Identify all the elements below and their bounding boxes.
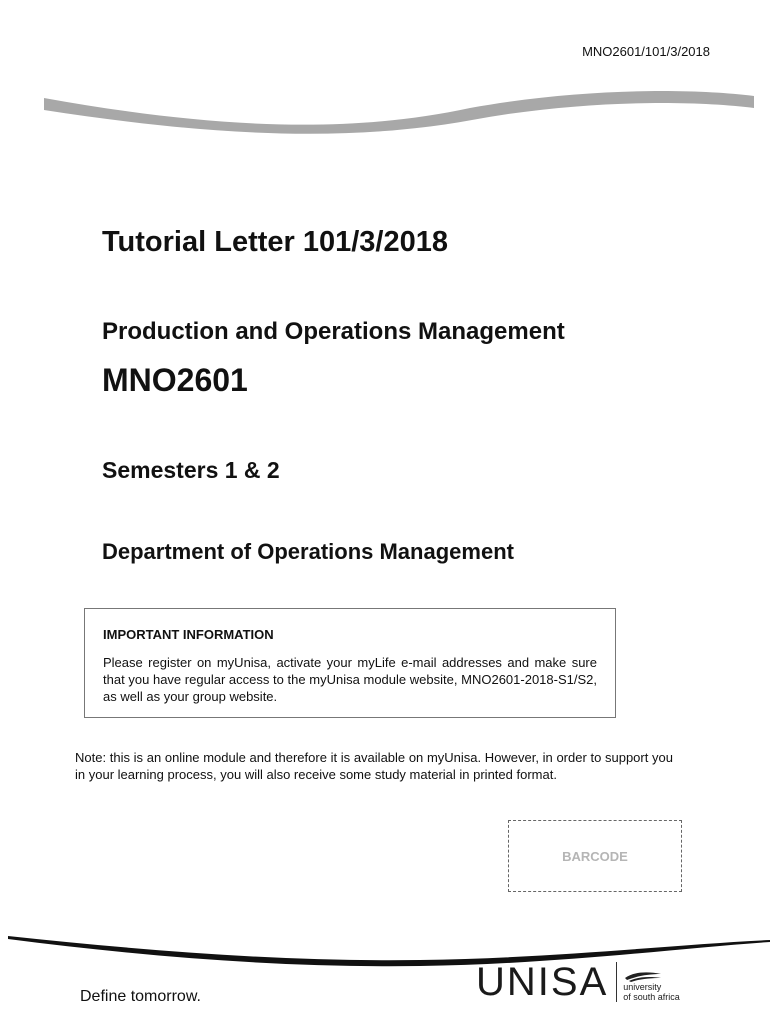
logo-line-south-africa: of south africa xyxy=(623,992,680,1002)
tutorial-letter-title: Tutorial Letter 101/3/2018 xyxy=(102,226,449,258)
online-module-note: Note: this is an online module and therefore it is available on myUnisa. However, in order to support you in your learning process, you will also receive some study material in printed format. xyxy=(75,750,673,782)
top-swoosh-graphic xyxy=(0,82,770,142)
document-reference: MNO2601/101/3/2018 xyxy=(582,44,710,59)
barcode-placeholder xyxy=(508,820,682,892)
module-code: MNO2601 xyxy=(102,362,248,398)
unisa-logo-wordmark: UNISA xyxy=(476,960,609,1004)
important-information-box xyxy=(84,608,616,718)
logo-subtext xyxy=(623,962,680,1002)
logo-divider xyxy=(616,962,617,1002)
semesters-label: Semesters 1 & 2 xyxy=(102,457,280,483)
module-subject: Production and Operations Management xyxy=(102,318,565,345)
important-information-text: Please register on myUnisa, activate your myLife e-mail addresses and make sure that you have regular access to the myUnisa module website, MNO2601-2018-S1/S2, as well as your group website. xyxy=(103,655,597,704)
important-information-heading: IMPORTANT INFORMATION xyxy=(103,627,274,642)
department-name: Department of Operations Management xyxy=(102,539,514,564)
logo-line-university: university xyxy=(623,982,662,992)
footer-tagline: Define tomorrow. xyxy=(80,988,201,1005)
unisa-logo xyxy=(476,962,680,1002)
unisa-emblem-icon xyxy=(623,970,663,982)
barcode-label: BARCODE xyxy=(562,848,628,864)
